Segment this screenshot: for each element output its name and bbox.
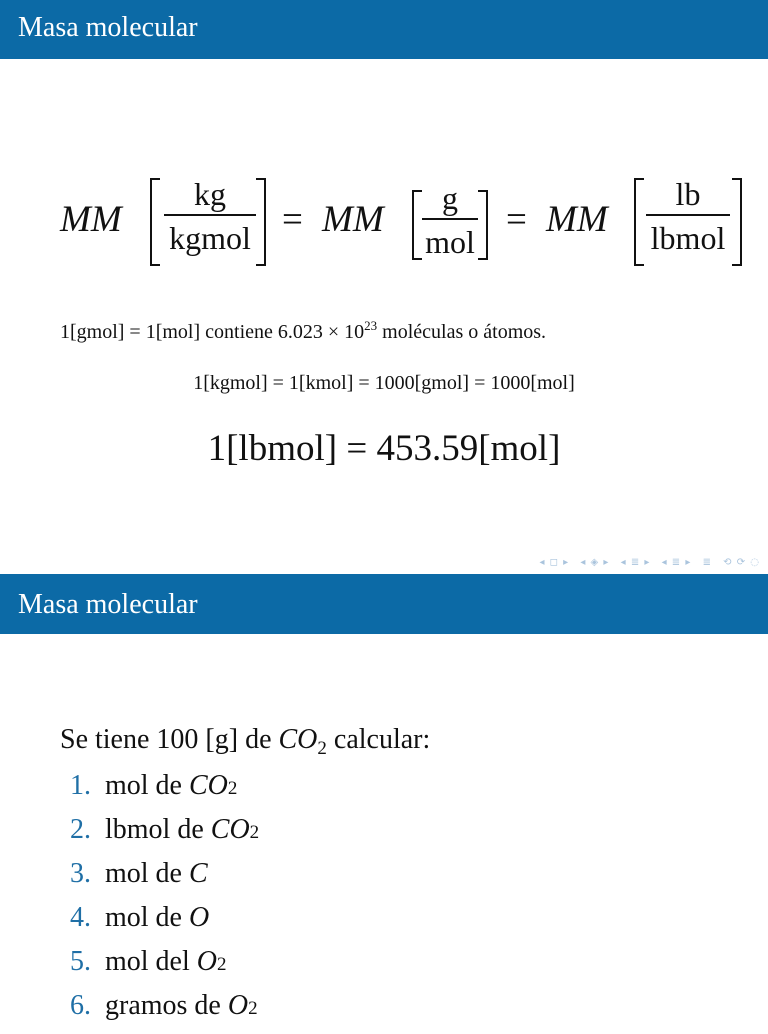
slide-title: Masa molecular <box>0 574 768 634</box>
denominator: kgmol <box>169 219 251 256</box>
mm-symbol-3: MM <box>546 199 608 240</box>
list-item <box>70 814 259 858</box>
item-text: mol de <box>105 858 182 889</box>
kgmol-equivalence: 1[kgmol] = 1[kmol] = 1000[gmol] = 1000[mol] <box>193 372 575 394</box>
list-item <box>70 946 259 990</box>
item-number: 3. <box>70 858 91 889</box>
chem-formula: C <box>189 858 208 889</box>
chem-subscript: 2 <box>249 822 260 843</box>
intro-post: calcular: <box>326 724 431 755</box>
slide-title: Masa molecular <box>0 0 768 59</box>
denominator: lbmol <box>650 219 726 256</box>
chem-subscript: 2 <box>217 954 227 975</box>
slide-2 <box>0 574 768 1024</box>
right-bracket-2 <box>478 190 488 260</box>
molecular-mass-equation <box>60 176 750 266</box>
fraction-lb-lbmol <box>646 178 730 254</box>
lbmol-equivalence: 1[lbmol] = 453.59[mol] <box>207 428 561 469</box>
item-text: mol de <box>105 770 182 801</box>
chem-subscript: 2 <box>317 738 327 759</box>
nav-section-icon[interactable]: ◂ ≣ ▸ <box>620 557 651 568</box>
nav-subsection-icon[interactable]: ◂ ◈ ▸ <box>580 557 610 568</box>
list-item <box>70 770 259 814</box>
fraction-kg-kgmol <box>164 178 256 254</box>
exponent: 23 <box>364 318 378 333</box>
fraction-bar <box>422 218 478 220</box>
item-number: 4. <box>70 902 91 933</box>
denominator: mol <box>425 223 475 260</box>
intro-pre: Se tiene 100 [g] de <box>60 724 279 755</box>
list-item <box>70 858 259 902</box>
nav-frame-icon[interactable]: ◂ ◻ ▸ <box>539 557 570 568</box>
problem-statement <box>60 724 430 760</box>
item-text: gramos de <box>105 990 221 1021</box>
gmol-definition <box>60 318 546 344</box>
left-bracket-3 <box>634 178 644 266</box>
fraction-bar <box>646 214 730 216</box>
item-number: 1. <box>70 770 91 801</box>
nav-search-icon[interactable]: ⟲ ⟳ ◌ <box>723 557 760 568</box>
chem-subscript: 2 <box>227 778 238 799</box>
numerator: kg <box>194 176 226 212</box>
equals-1: = <box>282 199 303 240</box>
item-number: 6. <box>70 990 91 1021</box>
item-text: mol del <box>105 946 190 977</box>
left-bracket-1 <box>150 178 160 266</box>
numerator: lb <box>675 176 701 212</box>
nav-outline-icon[interactable]: ≣ <box>702 557 712 568</box>
gmol-definition-pre: 1[gmol] = 1[mol] contiene 6.023 × 10 <box>60 321 365 343</box>
item-text: mol de <box>105 902 182 933</box>
list-item <box>70 990 259 1034</box>
chem-formula: O <box>227 990 249 1021</box>
item-text: lbmol de <box>105 814 204 845</box>
mm-symbol-2: MM <box>322 199 384 240</box>
right-bracket-3 <box>732 178 742 266</box>
equals-2: = <box>506 199 527 240</box>
chem-formula: CO <box>278 724 318 755</box>
left-bracket-2 <box>412 190 422 260</box>
chem-formula: CO <box>210 814 250 845</box>
gmol-definition-post: moléculas o átomos. <box>377 321 547 343</box>
chem-formula: O <box>196 946 217 977</box>
item-number: 5. <box>70 946 91 977</box>
task-list <box>70 770 259 1034</box>
nav-document-icon[interactable]: ◂ ≣ ▸ <box>661 557 692 568</box>
list-item <box>70 902 259 946</box>
item-number: 2. <box>70 814 91 845</box>
chem-subscript: 2 <box>248 998 258 1019</box>
numerator: g <box>442 180 458 216</box>
fraction-g-mol <box>422 182 478 258</box>
chem-formula: CO <box>189 770 228 801</box>
chem-formula: O <box>189 902 210 933</box>
right-bracket-1 <box>256 178 266 266</box>
mm-symbol-1: MM <box>60 199 122 240</box>
fraction-bar <box>164 214 256 216</box>
beamer-navigation-bar <box>532 557 760 571</box>
